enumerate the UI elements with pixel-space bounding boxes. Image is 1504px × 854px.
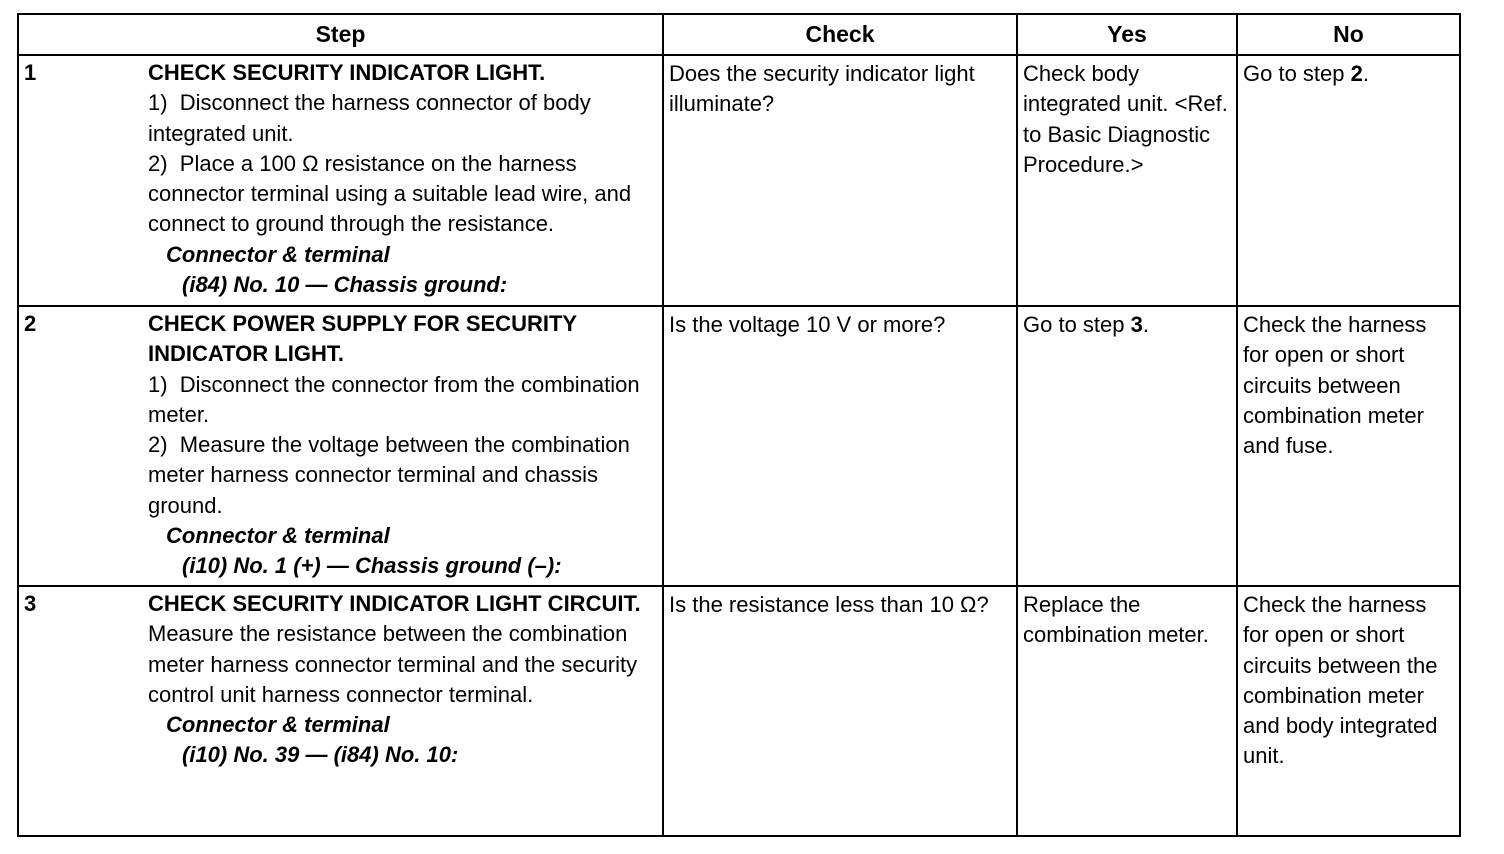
yes-cell [1017,306,1237,586]
check-text: Is the resistance less than 10 Ω? [669,592,989,617]
yes-cell [1017,586,1237,836]
connector-value: (i10) No. 39 — (i84) No. 10: [182,742,459,768]
step-title: CHECK SECURITY INDICATOR LIGHT. [148,60,546,85]
connector-label: Connector & terminal [166,523,390,549]
step-cell [18,55,663,306]
check-cell [663,306,1017,586]
step-number: 1 [24,60,37,85]
step-reference[interactable]: 3 [1130,312,1143,337]
yes-suffix: . [1142,312,1149,337]
step-title: CHECK SECURITY INDICATOR LIGHT CIRCUIT. [148,591,641,616]
step-cell [18,306,663,586]
step-instruction: 2) Place a 100 Ω resistance on the harness connector terminal using a suitable lead wire, and connect to ground through the resistance. [148,150,632,237]
step-instruction: Measure the resistance between the combination meter harness connector terminal and the security control unit harness connector terminal. [148,621,638,707]
connector-label: Connector & terminal [166,241,390,267]
table-row [18,586,1460,836]
check-cell [663,55,1017,306]
no-prefix: Go to step [1243,61,1351,86]
header-step: Step [18,14,663,55]
yes-text [1018,307,1236,340]
yes-text: Check body integrated unit. <Ref. to Basic Diagnostic Procedure.> [1023,61,1228,177]
no-cell [1237,306,1460,586]
yes-cell [1017,55,1237,306]
check-text: Is the voltage 10 V or more? [669,312,946,337]
no-text [1238,56,1459,89]
step-reference[interactable]: 2 [1350,61,1363,86]
table-row [18,306,1460,586]
table-row [18,55,1460,306]
connector-label: Connector & terminal [166,712,390,738]
step-instruction: 1) Disconnect the connector from the combination meter. [148,371,640,427]
diagnostic-table [17,13,1461,837]
no-suffix: . [1362,61,1369,86]
connector-value: (i84) No. 10 — Chassis ground: [182,272,508,298]
yes-text: Replace the combination meter. [1023,592,1209,648]
no-text: Check the harness for open or short circuits between the combination meter and body integrated unit. [1243,592,1438,769]
step-instruction: 2) Measure the voltage between the combination meter harness connector terminal and chassis ground. [148,432,630,518]
check-text: Does the security indicator light illuminate? [669,61,975,117]
header-no: No [1237,14,1460,55]
yes-prefix: Go to step [1023,312,1131,337]
check-cell [663,586,1017,836]
header-check: Check [663,14,1017,55]
step-instruction: 1) Disconnect the harness connector of body integrated unit. [148,90,591,146]
step-title: CHECK POWER SUPPLY FOR SECURITY INDICATOR LIGHT. [148,311,577,367]
step-number: 2 [24,311,37,336]
step-cell [18,586,663,836]
connector-value: (i10) No. 1 (+) — Chassis ground (–): [182,553,562,579]
no-cell [1237,55,1460,306]
step-number: 3 [24,591,37,616]
no-text: Check the harness for open or short circuits between combination meter and fuse. [1243,312,1427,459]
header-row [18,14,1460,55]
no-cell [1237,586,1460,836]
header-yes: Yes [1017,14,1237,55]
